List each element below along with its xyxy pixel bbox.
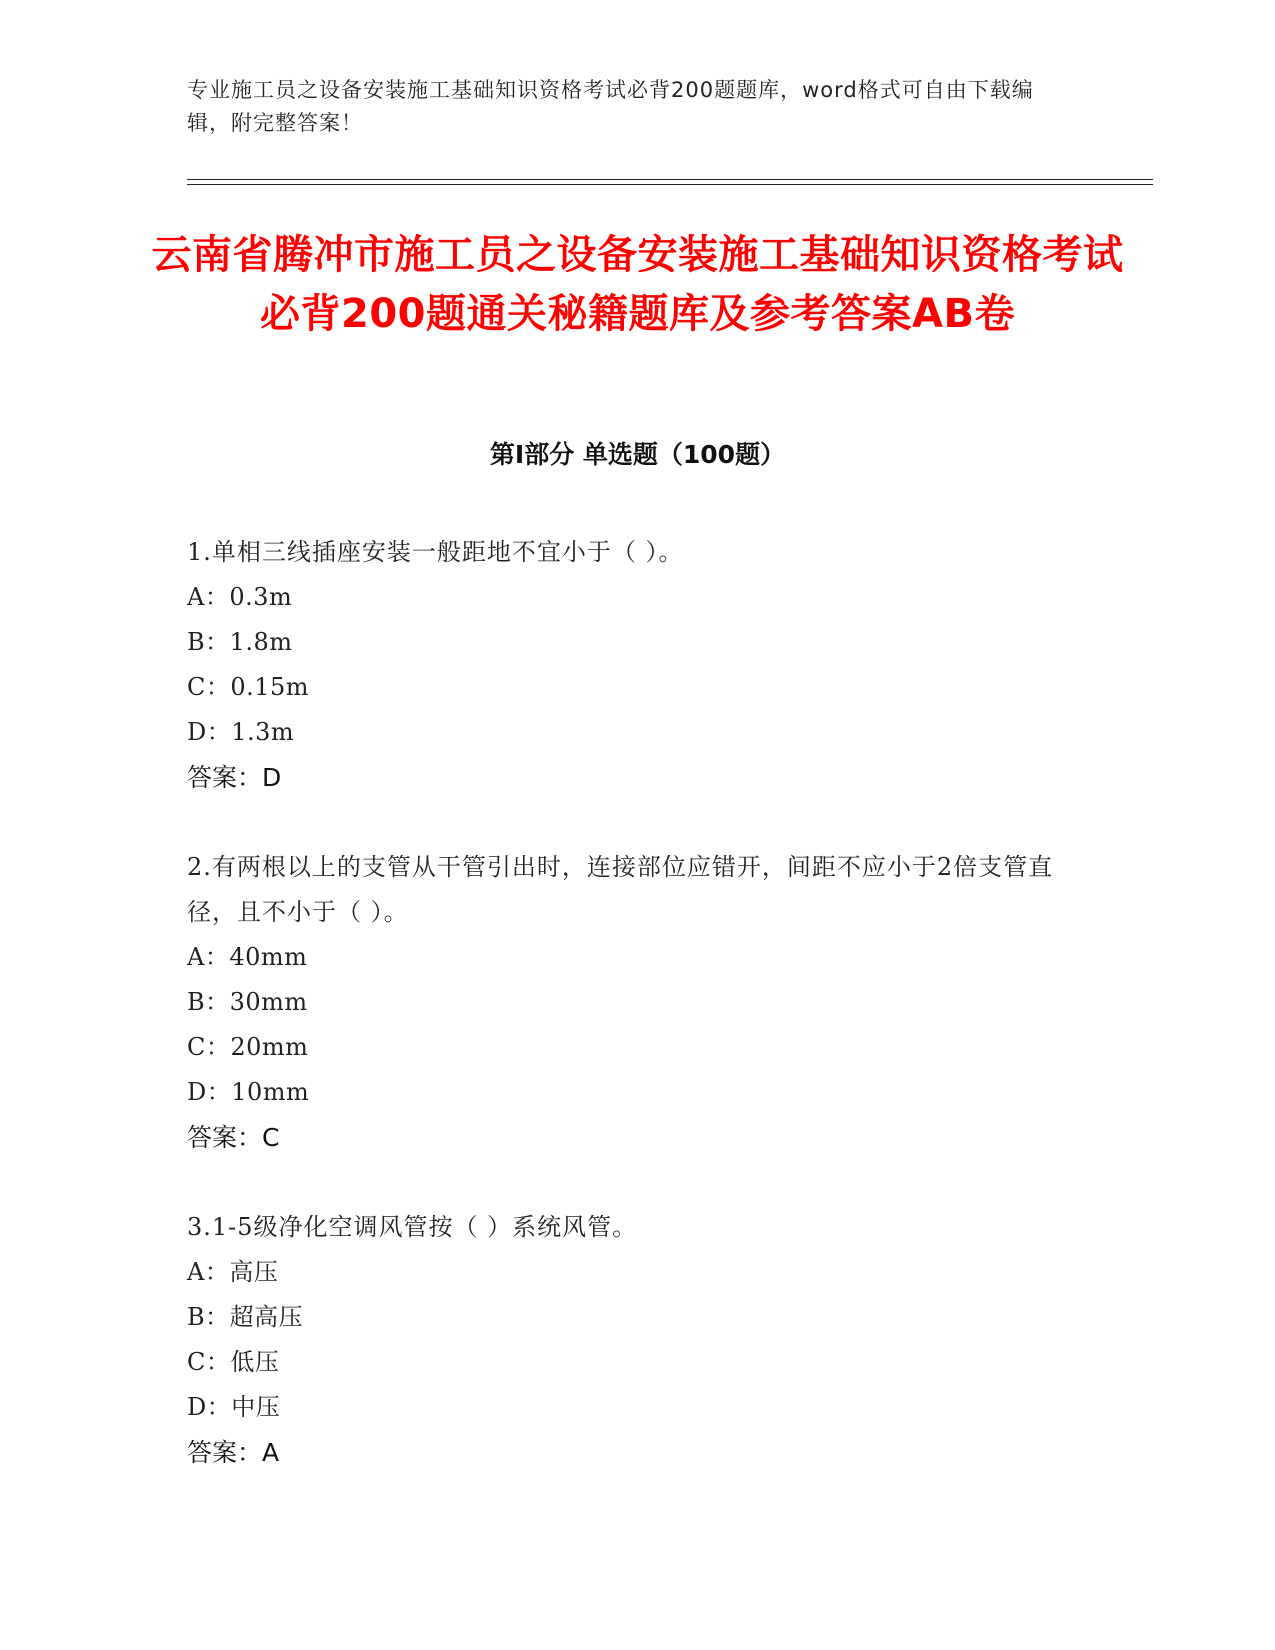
header-divider-top [187,179,1153,180]
document-title: 云南省腾冲市施工员之设备安装施工基础知识资格考试必背200题通关秘籍题库及参考答案AB卷 [151,232,1124,337]
question-3 [187,1205,1087,1475]
option-c: C：0.15m [187,673,310,701]
answer: 答案：C [187,1123,280,1152]
option-a: A：40mm [187,943,308,971]
question-stem: 3.1-5级净化空调风管按（ ）系统风管。 [187,1213,638,1241]
question-stem: 1.单相三线插座安装一般距地不宜小于（ ）。 [187,538,684,566]
question-1 [187,530,1087,800]
option-c: C：低压 [187,1348,280,1376]
question-2 [187,845,1087,1160]
question-stem: 2.有两根以上的支管从干管引出时，连接部位应错开，间距不应小于2倍支管直径，且不小于（ ）。 [187,853,1054,926]
option-b: B：1.8m [187,628,293,656]
option-c: C：20mm [187,1033,309,1061]
option-d: D：1.3m [187,718,295,746]
header-divider-bottom [187,184,1153,185]
header-note: 专业施工员之设备安装施工基础知识资格考试必背200题题库，word格式可自由下载编辑，附完整答案！ [187,78,1034,135]
question-list [187,530,1087,1520]
section-heading: 第I部分 单选题（100题） [489,440,786,469]
option-b: B：超高压 [187,1303,304,1331]
answer: 答案：A [187,1438,280,1467]
option-b: B：30mm [187,988,308,1016]
option-d: D：10mm [187,1078,310,1106]
option-a: A：高压 [187,1258,279,1286]
option-a: A：0.3m [187,583,293,611]
option-d: D：中压 [187,1393,281,1421]
answer: 答案：D [187,763,282,792]
